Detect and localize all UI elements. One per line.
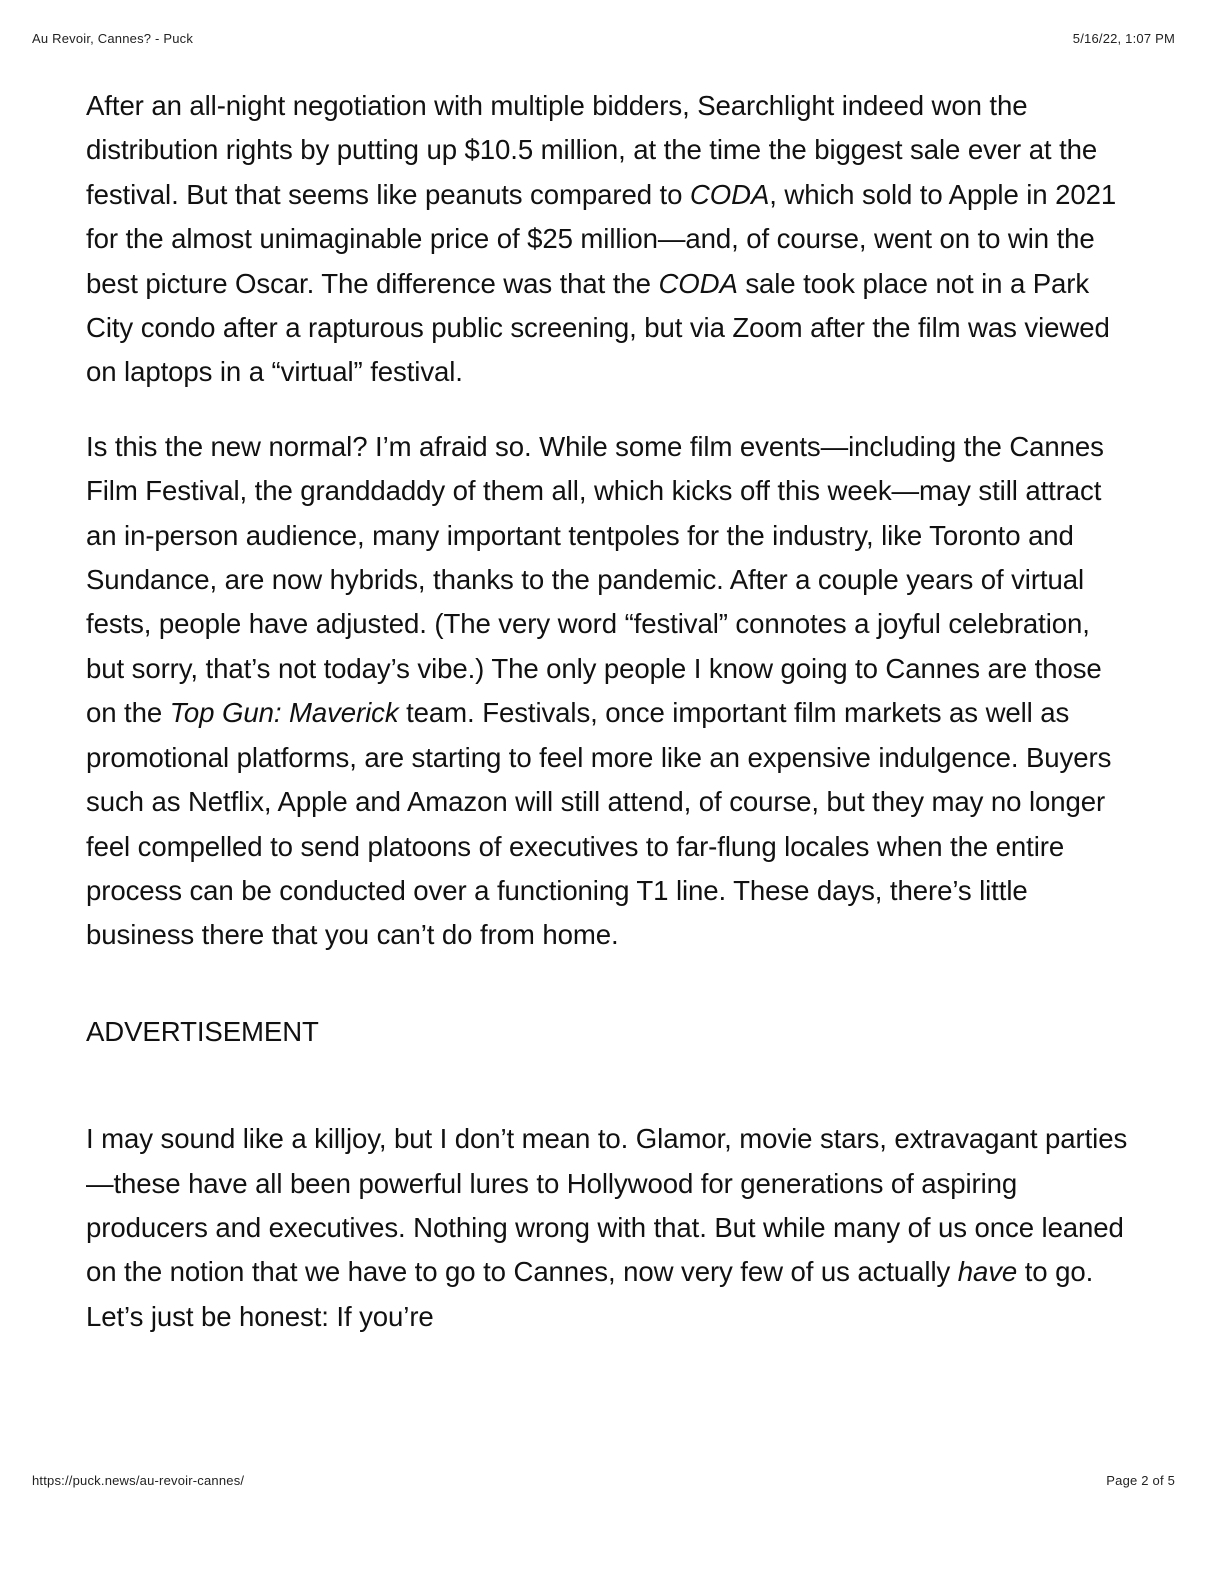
print-header bbox=[32, 31, 1175, 46]
article-paragraph: After an all-night negotiation with multiple bidders, Searchlight indeed won the distribution rights by putting up $10.5 million, at the time the biggest sale ever at the festival. But that seems like peanuts compared to CODA, which sold to Apple in 2021 for the almost unimaginable price of $25 million—and, of course, went on to win the best picture Oscar. The difference was that the CODA sale took place not in a Park City condo after a rapturous public screening, but via Zoom after the film was viewed on laptops in a “virtual” festival. bbox=[86, 90, 1117, 388]
advertisement-label: ADVERTISEMENT bbox=[86, 1015, 319, 1047]
film-title: CODA bbox=[689, 178, 770, 210]
page-url: https://puck.news/au-revoir-cannes/ bbox=[32, 1473, 245, 1488]
article-body bbox=[86, 84, 1131, 1339]
film-title: Top Gun: Maverick bbox=[169, 697, 399, 729]
film-title: CODA bbox=[658, 267, 738, 299]
article-paragraph: Is this the new normal? I’m afraid so. While some film events—including the Cannes Film Festival, the granddaddy of them all, which kicks off this week—may still attract an in-person audience, many important tentpoles for the industry, like Toronto and Sundance, are now hybrids, thanks to the pandemic. After a couple years of virtual fests, people have adjusted. (The very word “festival” connotes a joyful celebration, but sorry, that’s not today’s vibe.) The only people I know going to Cannes are those on the Top Gun: Maverick team. Festivals, once important film markets as well as promotional platforms, are starting to feel more like an expensive indulgence. Buyers such as Netflix, Apple and Amazon will still attend, of course, but they may no longer feel compelled to send platoons of executives to far-flung locales when the entire process can be conducted over a functioning T1 line. These days, there’s little business there that you can’t do from home. bbox=[86, 430, 1112, 951]
emphasis: have bbox=[957, 1256, 1018, 1288]
print-datetime: 5/16/22, 1:07 PM bbox=[1072, 31, 1175, 46]
print-footer bbox=[32, 1473, 1175, 1488]
article-paragraph: I may sound like a killjoy, but I don’t mean to. Glamor, movie stars, extravagant parties—these have all been powerful lures to Hollywood for generations of aspiring producers and executives. Nothing wrong with that. But while many of us once leaned on the notion that we have to go to Cannes, now very few of us actually have to go. Let’s just be honest: If you’re bbox=[86, 1123, 1128, 1332]
page-number: Page 2 of 5 bbox=[1106, 1473, 1175, 1488]
page-title: Au Revoir, Cannes? - Puck bbox=[32, 31, 194, 46]
